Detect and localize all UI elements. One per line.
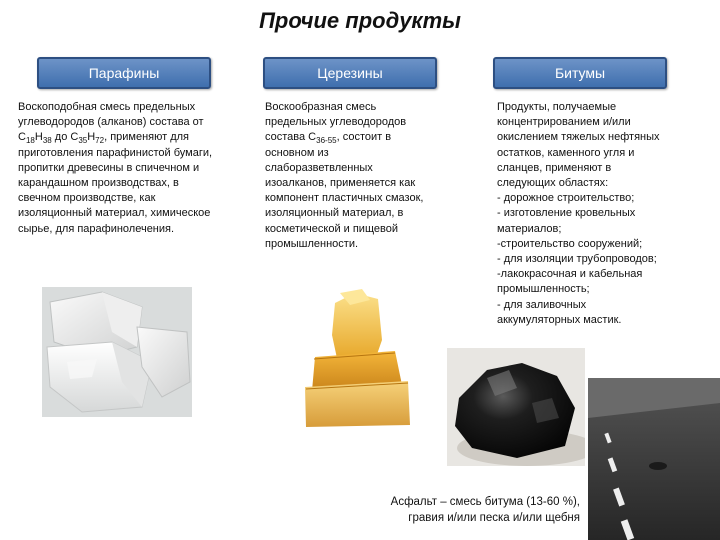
paraffins-description [18, 100, 250, 237]
description-line: изоалканов, применяется как [265, 177, 416, 190]
description-line: изоляционный материал, в [265, 207, 404, 220]
description-line: - изготовление кровельных [497, 207, 636, 220]
description-line: слаборазветвленных [265, 161, 373, 174]
description-line: пропитки древесины в спичечном и [18, 161, 200, 174]
description-line: компонент пластичных смазок, [265, 192, 424, 205]
description-line: косметической и пищевой [265, 222, 398, 235]
formula-subscript: 18 [25, 136, 35, 146]
formula-text: C [18, 131, 26, 144]
description-line: остатков, каменного угля и [497, 146, 635, 159]
formula-subscript: 36-55 [316, 136, 337, 146]
header-paraffins [37, 57, 211, 89]
formula-text: H [87, 131, 96, 144]
description-line: свечном производстве, как [18, 192, 156, 205]
description-line: Воскообразная смесь [265, 101, 377, 113]
formula-text: , применяют для [104, 131, 190, 144]
description-line [265, 130, 465, 145]
description-line: следующих областях: [497, 177, 609, 190]
asphalt-caption-line-1: Асфальт – смесь битума (13-60 %), [390, 496, 580, 508]
description-line: основном из [265, 146, 329, 159]
header-ceresins-label: Церезины [317, 65, 383, 81]
ceresin-photo [300, 285, 412, 430]
description-line: -лакокрасочная и кабельная [497, 268, 643, 281]
description-line: окислением тяжелых нефтяных [497, 131, 660, 144]
description-line: -строительство сооружений; [497, 237, 643, 250]
description-line: - для изоляции трубопроводов; [497, 253, 657, 266]
description-line: аккумуляторных мастик. [497, 313, 622, 326]
description-line: промышленности. [265, 237, 359, 250]
asphalt-caption [340, 494, 580, 526]
asphalt-caption-line-2: гравия и/или песка и/или щебня [408, 512, 580, 524]
formula-subscript: 35 [78, 136, 88, 146]
bitumens-description [497, 100, 712, 328]
header-bitumens [493, 57, 667, 89]
description-line: изоляционный материал, химическое [18, 207, 211, 220]
description-line: сланцев, применяют в [497, 161, 612, 174]
description-line: приготовления парафинистой бумаги, [18, 146, 213, 159]
header-ceresins [263, 57, 437, 89]
description-line: - дорожное строительство; [497, 192, 635, 205]
formula-text: состава С [265, 131, 317, 144]
description-line: предельных углеводородов [265, 116, 407, 129]
slide-title: Прочие продукты [259, 8, 461, 33]
formula-subscript: 72 [95, 136, 105, 146]
formula-text: H [34, 131, 43, 144]
formula-text: до C [51, 131, 79, 144]
header-bitumens-label: Битумы [554, 65, 606, 81]
description-line: концентрированием и/или [497, 116, 631, 129]
header-paraffins-label: Парафины [88, 65, 160, 81]
asphalt-road-photo [588, 378, 720, 540]
formula-text: , состоит в [336, 131, 392, 144]
description-line: сырье, для парафинолечения. [18, 222, 175, 235]
ceresins-description [265, 100, 465, 252]
description-line: промышленность; [497, 283, 590, 296]
description-line: материалов; [497, 222, 562, 235]
description-line: Продукты, получаемые [497, 101, 617, 113]
description-line: карандашном производствах, в [18, 177, 179, 190]
paraffin-photo [42, 287, 192, 417]
description-line: Воскоподобная смесь предельных [18, 101, 196, 113]
description-line [18, 130, 250, 145]
formula-subscript: 38 [42, 136, 52, 146]
bitumen-photo [447, 348, 585, 466]
description-line: - для заливочных [497, 298, 587, 311]
description-line: углеводородов (алканов) состава от [18, 116, 204, 129]
